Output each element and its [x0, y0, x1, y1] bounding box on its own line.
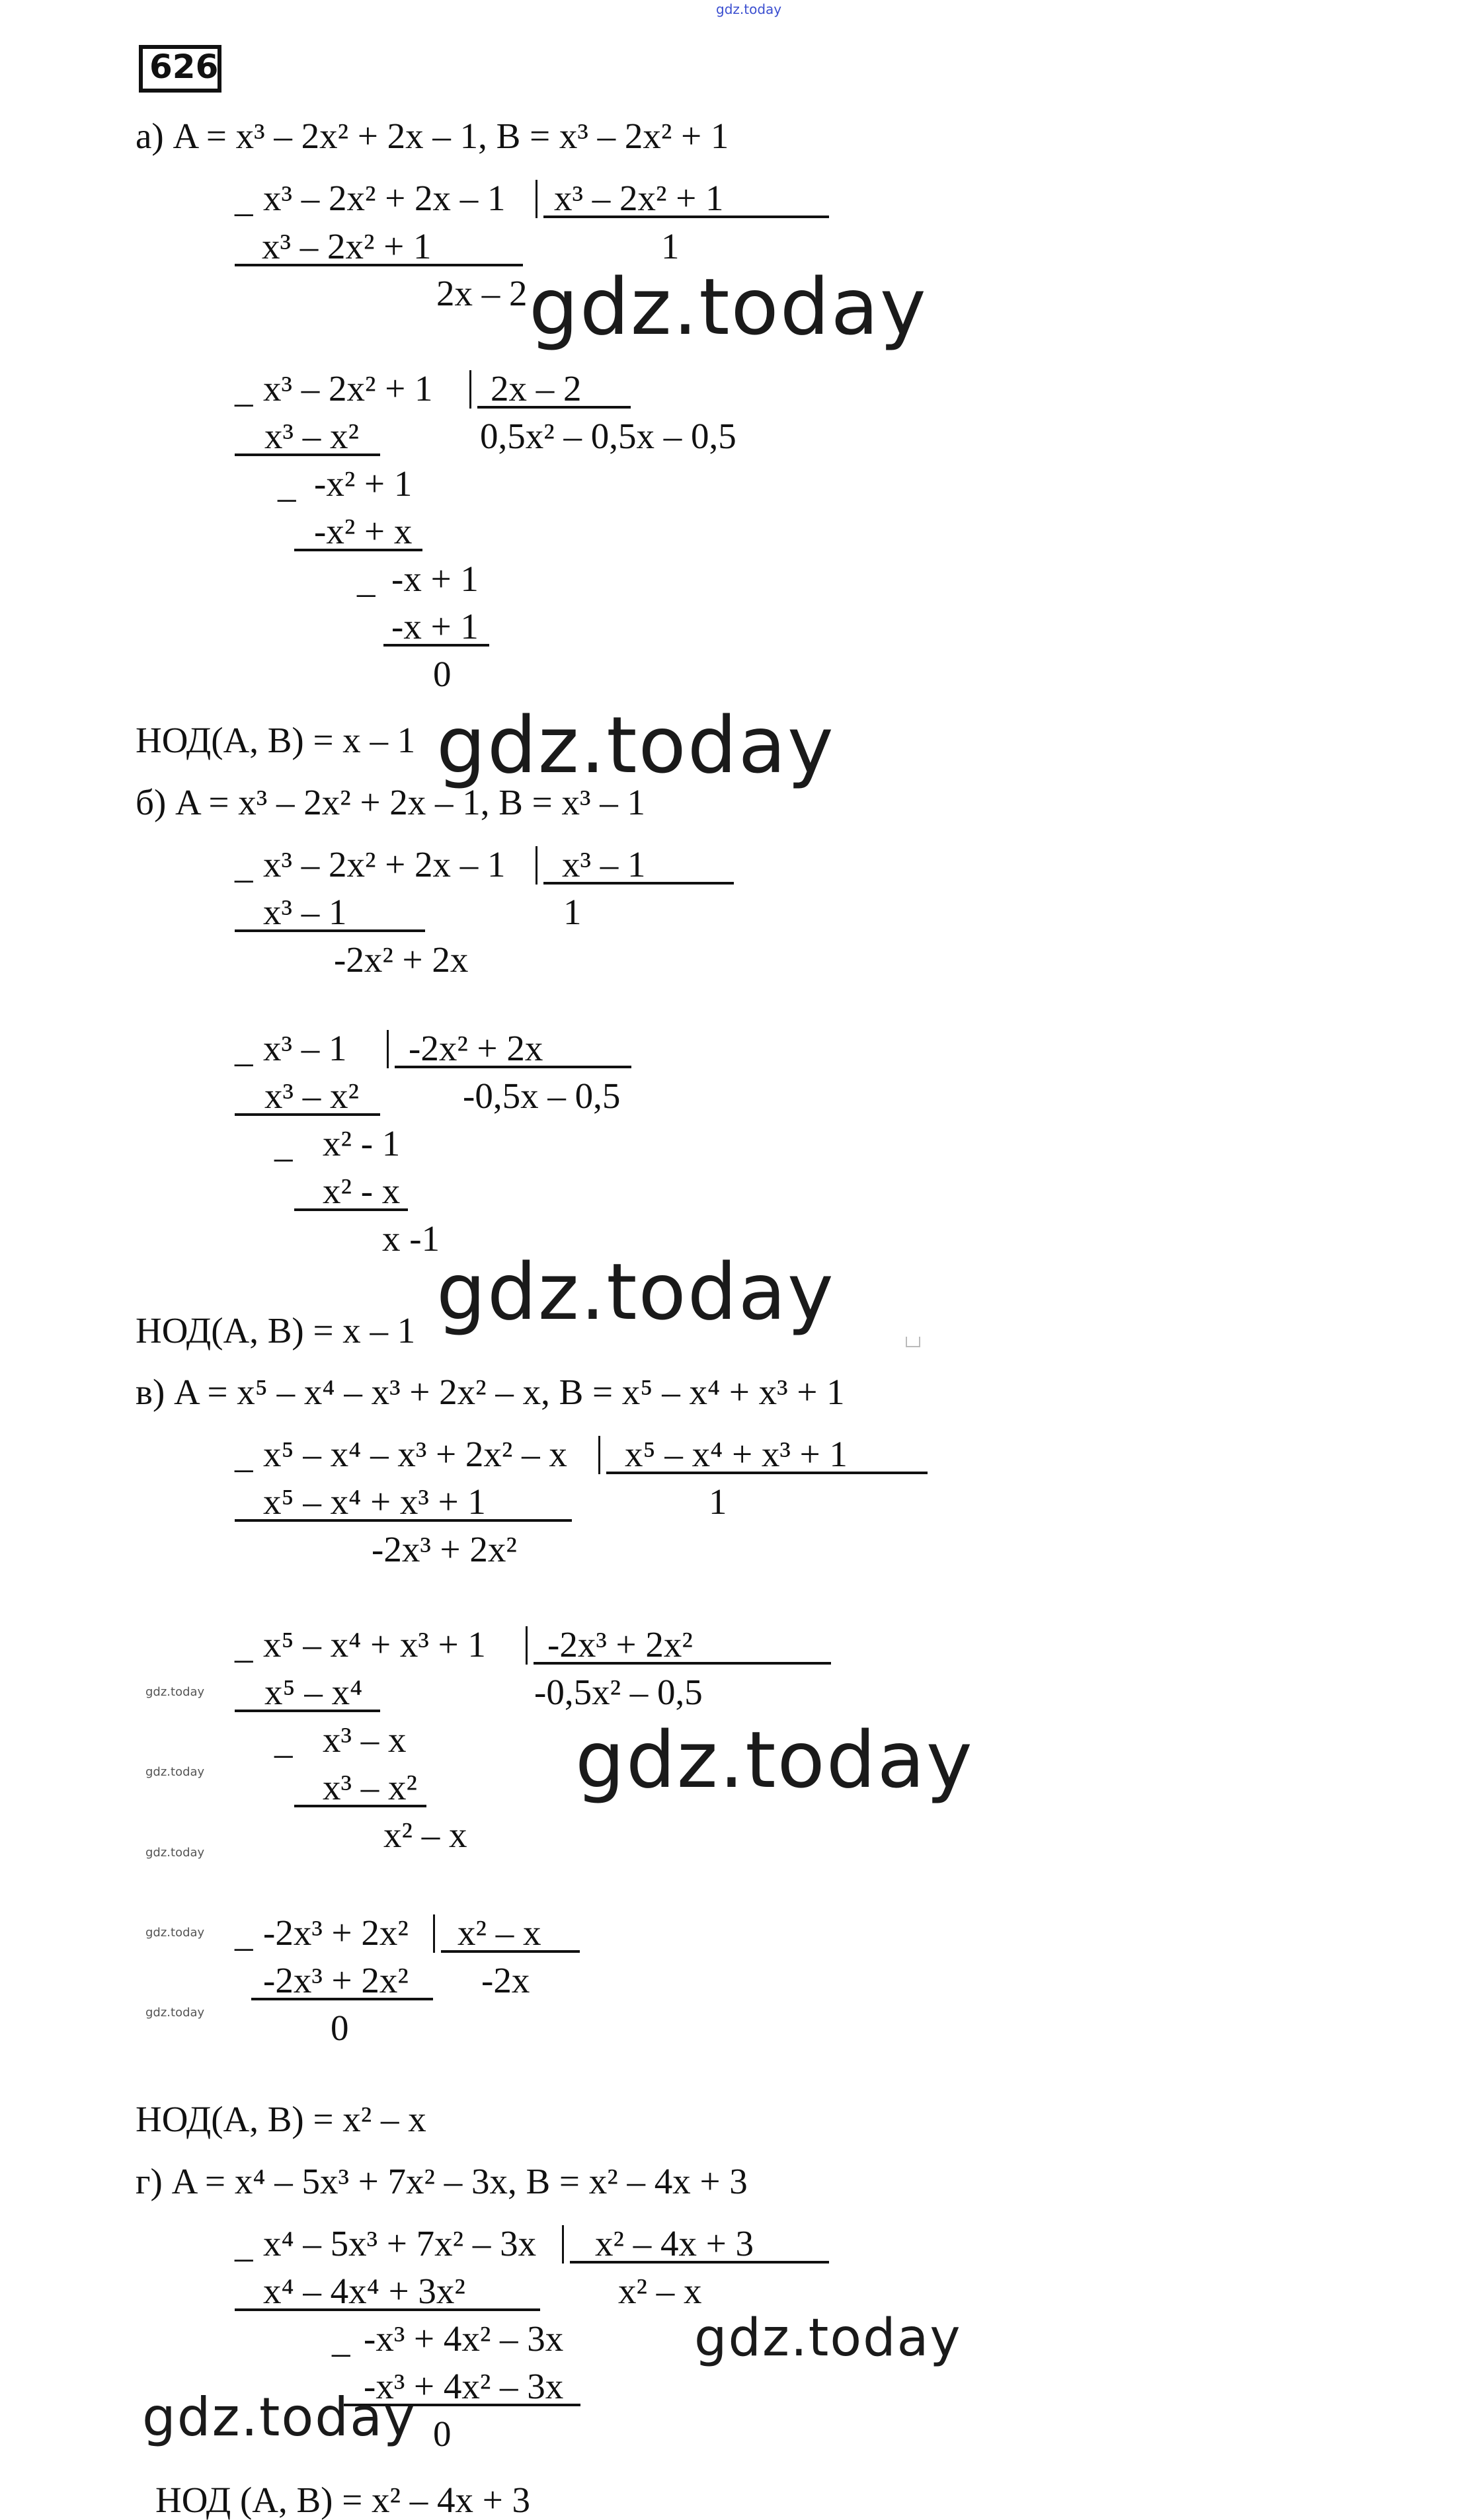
v-d1-divisor-line [606, 1472, 928, 1474]
b-d2-r1: x² - 1 [323, 1123, 401, 1163]
v-d2-minus: _ [235, 1626, 253, 1666]
a-gcd: НОД(A, B) = x – 1 [136, 720, 416, 760]
text-cursor-mark [906, 1337, 920, 1347]
b-d2-minus2: _ [274, 1124, 293, 1165]
v-d2-divisor: -2x³ + 2x² [547, 1624, 693, 1665]
b-d1-bar [536, 846, 537, 885]
v-gcd: НОД(A, B) = x² – x [136, 2099, 426, 2139]
a-d2-s3-line [383, 644, 489, 647]
g-d1-s1: x⁴ – 4x⁴ + 3x² [263, 2271, 465, 2311]
b-d2-divisor: -2x² + 2x [409, 1028, 543, 1068]
v-d2-r2: x² – x [383, 1815, 467, 1855]
v-d2-quotient: -0,5x² – 0,5 [534, 1672, 703, 1712]
v-d3-divisor-line [441, 1950, 580, 1953]
b-d1-remainder: -2x² + 2x [334, 939, 469, 980]
a-d2-s1-line [235, 453, 380, 456]
a-d2-r1: -x² + 1 [314, 463, 413, 504]
g-d1-divisor-line [570, 2261, 829, 2264]
b-d1-dividend: x³ – 2x² + 2x – 1 [263, 844, 506, 885]
b-d2-bar [387, 1030, 389, 1068]
b-d1-quotient: 1 [563, 892, 582, 932]
watermark: gdz.today [436, 699, 835, 791]
a-d1-minus: _ [235, 179, 253, 219]
b-header: б) A = x³ – 2x² + 2x – 1, B = x³ – 1 [136, 782, 645, 822]
b-d2-s2-line [294, 1208, 408, 1211]
b-d1-divisor: x³ – 1 [562, 844, 646, 885]
a-d2-divisor-line [477, 406, 631, 409]
a-header: а) A = x³ – 2x² + 2x – 1, B = x³ – 2x² + 1 [136, 116, 729, 156]
g-gcd: НОД (A, B) = x² – 4x + 3 [155, 2480, 531, 2520]
b-d1-divisor-line [543, 882, 734, 885]
b-d2-s2: x² - x [323, 1171, 401, 1211]
v-d3-minus: _ [235, 1914, 253, 1954]
v-d3-dividend: -2x³ + 2x² [263, 1912, 409, 1953]
v-d2-bar [526, 1626, 528, 1665]
g-d1-divisor: x² – 4x + 3 [595, 2223, 754, 2264]
v-d1-bar [598, 1436, 600, 1474]
watermark: gdz.today [694, 2308, 962, 2368]
v-d1-subtract: x⁵ – x⁴ + x³ + 1 [263, 1481, 486, 1522]
v-d3-divisor: x² – x [457, 1912, 541, 1953]
a-d2-s1: x³ – x² [264, 416, 359, 456]
v-d2-dividend: x⁵ – x⁴ + x³ + 1 [263, 1624, 486, 1665]
b-d2-quotient: -0,5x – 0,5 [463, 1076, 621, 1116]
b-d1-subtract: x³ – 1 [263, 892, 347, 932]
watermark-top: gdz.today [716, 1, 782, 17]
b-d2-s1: x³ – x² [264, 1076, 359, 1116]
watermark-small: gdz.today [145, 1765, 205, 1779]
a-d2-minus3: _ [357, 560, 376, 600]
v-d3-subtract-line [251, 1998, 433, 2000]
a-d1-subtract: x³ – 2x² + 1 [262, 226, 432, 266]
watermark: gdz.today [575, 1714, 974, 1805]
v-d1-dividend: x⁵ – x⁴ – x³ + 2x² – x [263, 1434, 567, 1474]
v-d3-remainder: 0 [331, 2008, 349, 2048]
a-d2-dividend: x³ – 2x² + 1 [263, 368, 433, 409]
v-d2-s1: x⁵ – x⁴ [264, 1672, 363, 1712]
b-d2-s1-line [235, 1113, 380, 1116]
a-d2-minus: _ [235, 370, 253, 410]
b-d1-minus: _ [235, 846, 253, 886]
a-d2-s2: -x² + x [314, 511, 413, 551]
v-d3-quotient: -2x [481, 1960, 530, 2000]
a-d2-minus2: _ [278, 465, 296, 505]
a-d1-dividend: x³ – 2x² + 2x – 1 [263, 178, 506, 218]
watermark-small: gdz.today [145, 1846, 205, 1860]
a-d1-divisor-line [543, 216, 829, 218]
b-d2-divisor-line [395, 1066, 631, 1068]
v-d2-r1: x³ – x [323, 1719, 407, 1760]
a-d2-s3: -x + 1 [391, 606, 479, 647]
a-d2-quotient: 0,5x² – 0,5x – 0,5 [480, 416, 736, 456]
a-d1-divisor: x³ – 2x² + 1 [554, 178, 724, 218]
g-d1-r1: -x³ + 4x² – 3x [364, 2318, 564, 2359]
g-header: г) A = x⁴ – 5x³ + 7x² – 3x, B = x² – 4x + 3 [136, 2161, 748, 2201]
b-d2-r2: x -1 [382, 1218, 440, 1259]
v-d1-subtract-line [235, 1519, 572, 1522]
g-d1-minus2: _ [332, 2320, 350, 2360]
a-d2-bar [469, 370, 471, 409]
v-d2-minus2: _ [274, 1721, 293, 1761]
g-d1-minus: _ [235, 2225, 253, 2265]
v-d2-s2: x³ – x² [323, 1767, 417, 1807]
b-gcd: НОД(A, B) = x – 1 [136, 1310, 416, 1351]
watermark-small: gdz.today [145, 1685, 205, 1699]
v-d3-bar [433, 1914, 435, 1953]
v-d1-remainder: -2x³ + 2x² [372, 1529, 517, 1569]
v-d2-divisor-line [534, 1662, 831, 1665]
a-d2-s2-line [294, 549, 422, 551]
watermark-small: gdz.today [145, 1926, 205, 1940]
b-d2-dividend: x³ – 1 [263, 1028, 347, 1068]
g-d1-bar [562, 2225, 564, 2264]
a-d1-subtract-line [235, 264, 523, 266]
g-d1-s1-line [235, 2308, 540, 2311]
a-d1-bar [536, 180, 537, 218]
a-d1-remainder: 2x – 2 [436, 273, 528, 313]
g-d1-s2: -x³ + 4x² – 3x [364, 2366, 564, 2406]
a-d2-divisor: 2x – 2 [491, 368, 582, 409]
watermark: gdz.today [529, 261, 928, 352]
a-d2-r3: 0 [433, 654, 452, 694]
problem-number: 626 [149, 48, 219, 86]
v-d1-divisor: x⁵ – x⁴ + x³ + 1 [625, 1434, 848, 1474]
g-d1-dividend: x⁴ – 5x³ + 7x² – 3x [263, 2223, 537, 2264]
v-d2-s1-line [235, 1710, 380, 1712]
a-d1-quotient: 1 [661, 226, 680, 266]
b-d2-minus: _ [235, 1029, 253, 1070]
v-header: в) A = x⁵ – x⁴ – x³ + 2x² – x, B = x⁵ – x⁴ + x³ + 1 [136, 1372, 845, 1412]
a-d2-r2: -x + 1 [391, 559, 479, 599]
g-d1-quotient: x² – x [618, 2271, 702, 2311]
v-d1-minus: _ [235, 1435, 253, 1476]
b-d1-subtract-line [235, 929, 425, 932]
v-d1-quotient: 1 [709, 1481, 727, 1522]
watermark: gdz.today [142, 2386, 417, 2448]
v-d3-subtract: -2x³ + 2x² [263, 1960, 409, 2000]
watermark: gdz.today [436, 1246, 835, 1337]
v-d2-s2-line [294, 1805, 426, 1807]
watermark-small: gdz.today [145, 2006, 205, 2020]
g-d1-r2: 0 [433, 2414, 452, 2454]
